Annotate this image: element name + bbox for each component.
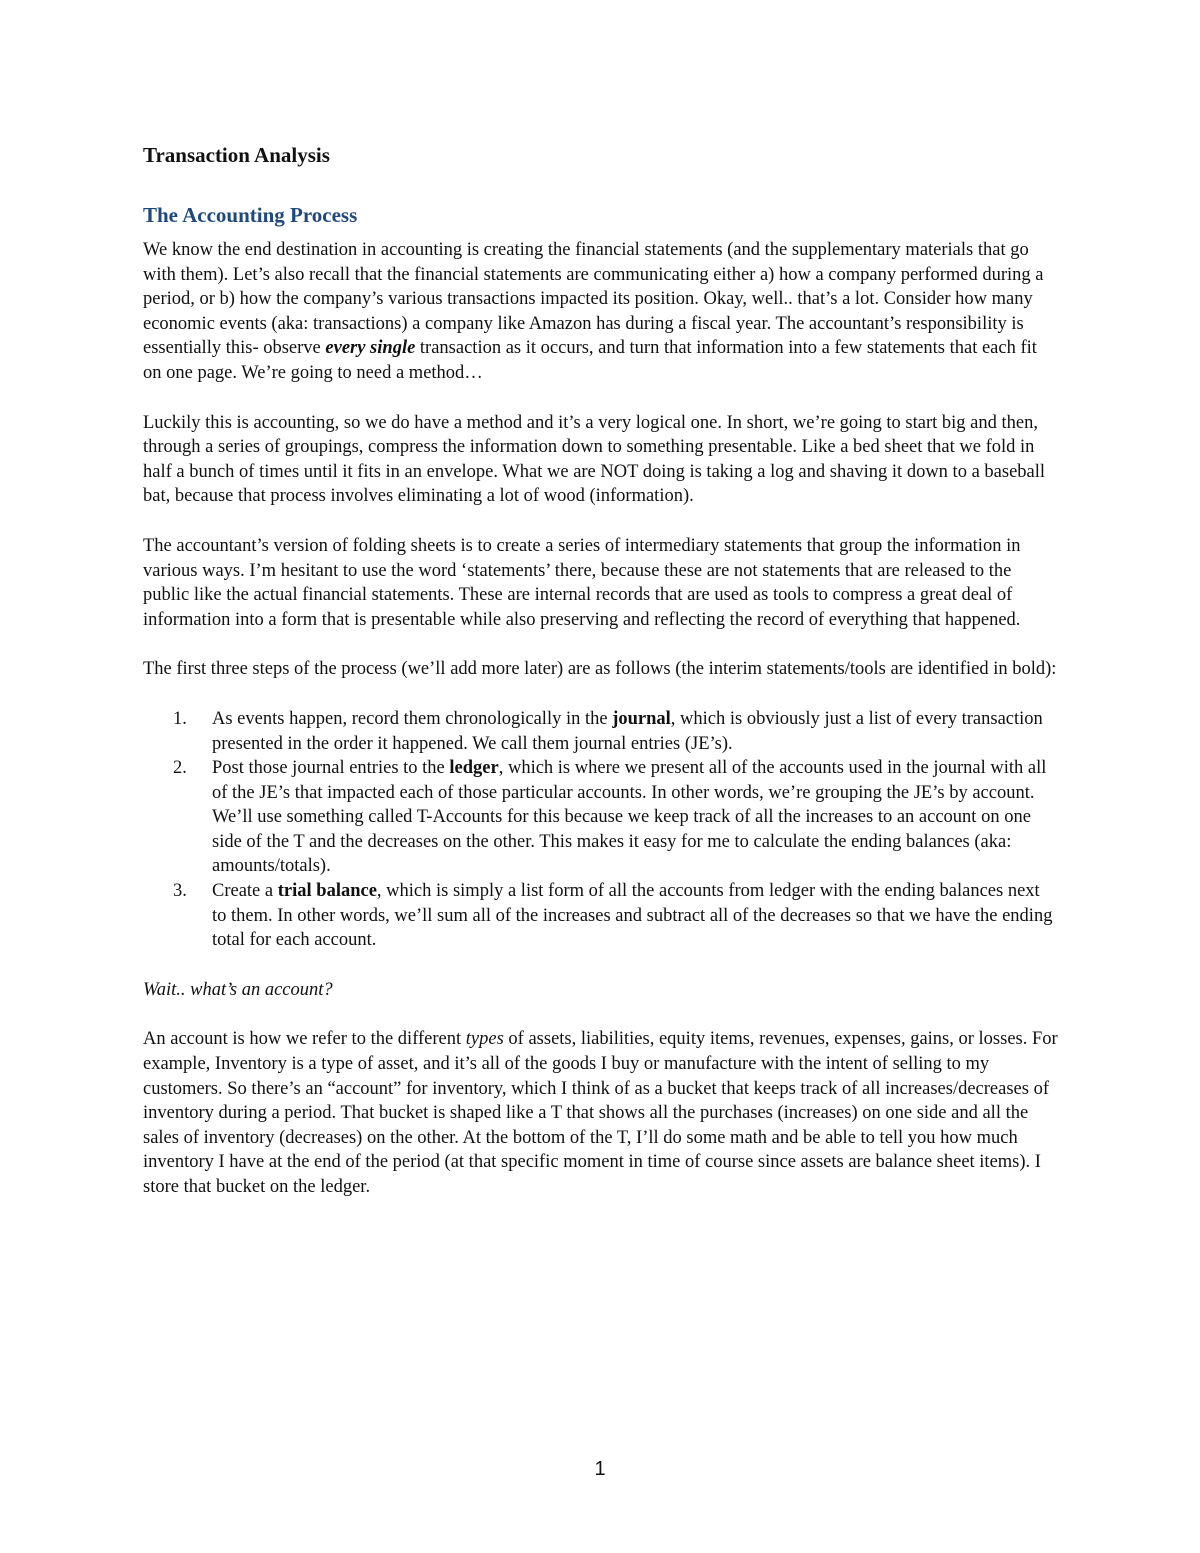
method-paragraph: Luckily this is accounting, so we do have a method and it’s a very logical one. In short, we’re going to start big and then, through a series of groupings, compress the information down to something presentable. Like a bed sheet that we fold in half a bunch of times until it fits in an envelope. What we are NOT doing is taking a log and shaving it down to a baseball bat, because that process involves eliminating a lot of wood (information). — [143, 412, 1046, 507]
process-steps-list — [143, 707, 1058, 953]
step-number: 3. — [173, 881, 187, 902]
step-number: 1. — [173, 708, 187, 729]
account-subheading: Wait.. what’s an account? — [143, 979, 333, 1000]
folding-sheets-paragraph: The accountant’s version of folding sheets is to create a series of intermediary statements that group the information in various ways. I’m hesitant to use the word ‘statements’ there, because these are not statements that are released to the public like the actual financial statements. These are internal records that are used as tools to compress a great deal of information into a form that is presentable while also preserving and reflecting the record of everything that happened. — [143, 535, 1021, 630]
list-item — [143, 879, 1058, 953]
intro-paragraph — [143, 238, 1058, 386]
page-number: 1 — [594, 1458, 606, 1480]
step-text-before: As events happen, record them chronologically in the — [212, 708, 613, 729]
intro-text-part2: transaction as it occurs, and turn that information into a few statements that each fit on one page. We’re going to need a method… — [143, 338, 1037, 383]
step-bold-term: journal — [612, 708, 671, 729]
step-text-after: , which is where we present all of the accounts used in the journal with all of the JE’s that impacted each of those particular accounts. In other words, we’re grouping the JE’s by account. We’ll use something called T-Accounts for this because we keep track of all the increases to an account on one side of the T and the decreases on the other. This makes it easy for me to calculate the ending balances (aka: amounts/totals). — [212, 758, 1047, 877]
step-text-after: , which is obviously just a list of every transaction presented in the order it happened. We call them journal entries (JE’s). — [212, 708, 1043, 754]
list-item — [143, 756, 1058, 879]
step-text-before: Create a — [212, 881, 278, 902]
intro-text-part1: We know the end destination in accounting is creating the financial statements (and the supplementary materials that go with them). Let’s also recall that the financial statements are communicating either a) how a company performed during a period, or b) how the company’s various transactions impacted its position. Okay, well.. that’s a lot. Consider how many economic events (aka: transactions) a company like Amazon has during a fiscal year. The accountant’s responsibility is essentially this- observe — [143, 240, 1044, 359]
step-number: 2. — [173, 758, 187, 779]
step-bold-term: ledger — [449, 758, 499, 779]
step-text-before: Post those journal entries to the — [212, 758, 450, 779]
account-emphasis: types — [465, 1029, 504, 1050]
account-paragraph — [143, 1027, 1058, 1199]
steps-intro-paragraph: The first three steps of the process (we’ll add more later) are as follows (the interim statements/tools are identified in bold): — [143, 659, 1057, 680]
intro-emphasis: every single — [325, 338, 416, 359]
step-text-after: , which is simply a list form of all the accounts from ledger with the ending balances next to them. In other words, we’ll sum all of the increases and subtract all of the decreases so that we have the ending total for each account. — [212, 881, 1053, 951]
document-title: Transaction Analysis — [143, 143, 330, 167]
account-text-part2: of assets, liabilities, equity items, revenues, expenses, gains, or losses. For example, Inventory is a type of asset, and it’s all of the goods I buy or manufacture with the intent of selling to my customers. So there’s an “account” for inventory, which I think of as a bucket that keeps track of all increases/decreases of inventory during a period. That bucket is shaped like a T that shows all the purchases (increases) on one side and all the sales of inventory (decreases) on the other. At the bottom of the T, I’ll do some math and be able to tell you how much inventory I have at the end of the period (at that specific moment in time of course since assets are balance sheet items). I store that bucket on the ledger. — [143, 1029, 1058, 1197]
step-bold-term: trial balance — [277, 881, 377, 902]
section-heading: The Accounting Process — [143, 203, 358, 227]
account-text-part1: An account is how we refer to the different — [143, 1029, 466, 1050]
list-item — [143, 707, 1058, 756]
document-page — [143, 140, 1058, 1225]
